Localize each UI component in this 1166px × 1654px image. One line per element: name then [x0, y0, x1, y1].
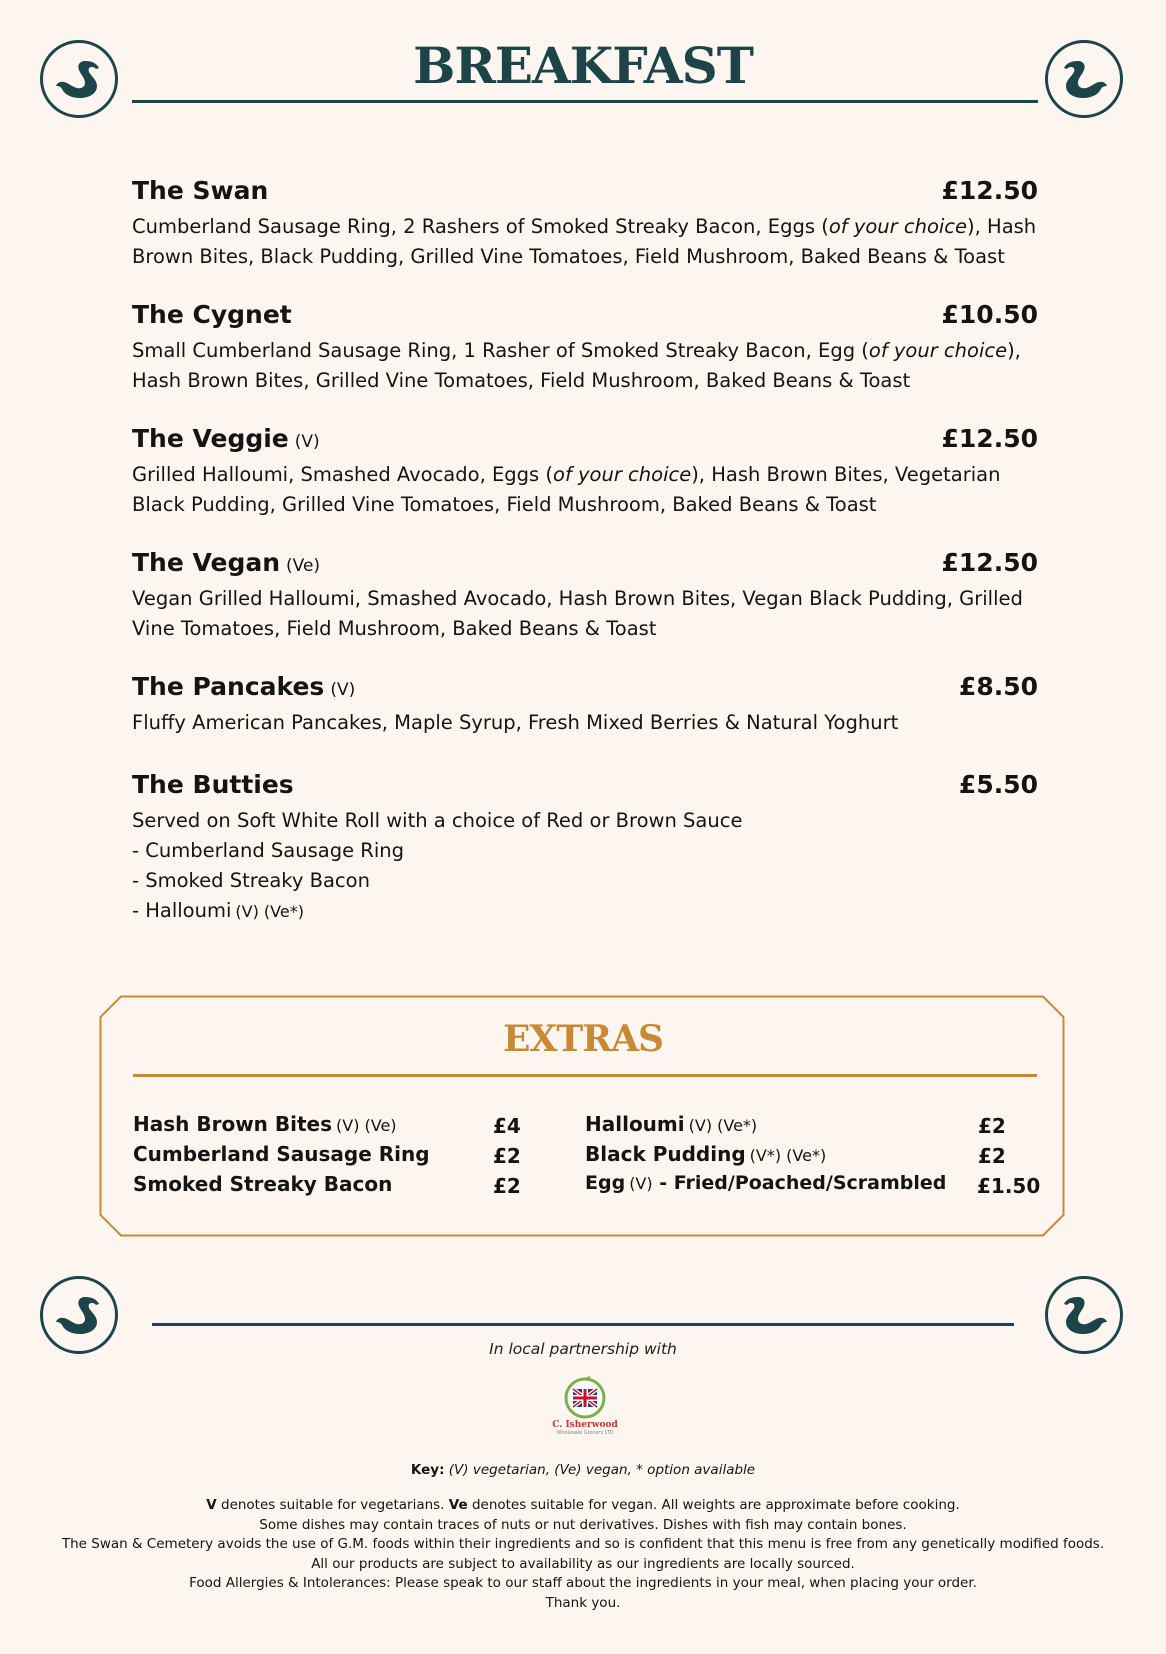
item-name: The Swan [132, 176, 269, 205]
partner-logo-name: C. Isherwood [552, 1420, 618, 1430]
butty-option: - Cumberland Sausage Ring [132, 839, 404, 862]
extras-title: EXTRAS [502, 1018, 663, 1060]
item-name: The Veggie [132, 424, 289, 453]
footer-rule [152, 1323, 1014, 1326]
extras-rule [133, 1074, 1037, 1077]
item-price: £12.50 [941, 176, 1038, 205]
extra-price: £1.50 [977, 1174, 1041, 1198]
page-title: BREAKFAST [413, 36, 753, 95]
partner-logo [549, 1374, 621, 1438]
menu-item-butties [132, 770, 1038, 927]
extra-item: Smoked Streaky Bacon [133, 1172, 393, 1196]
item-name: The Butties [132, 770, 294, 799]
extra-price: £4 [493, 1114, 521, 1138]
extra-item: Cumberland Sausage Ring [133, 1142, 430, 1166]
item-tag: (V) [330, 680, 356, 700]
item-price: £12.50 [941, 548, 1038, 577]
item-price: £5.50 [958, 770, 1038, 799]
menu-item [132, 424, 1038, 548]
item-description: Small Cumberland Sausage Ring, 1 Rasher of Smoked Streaky Bacon, Egg (of your choice), Hash Brown Bites, Grilled Vine Tomatoes, Field Mushroom, Baked Beans & Toast [132, 339, 1021, 392]
item-price: £12.50 [941, 424, 1038, 453]
item-description: Served on Soft White Roll with a choice of Red or Brown Sauce [132, 809, 743, 832]
extra-item: Black Pudding (V*) (Ve*) [585, 1142, 827, 1166]
extra-price: £2 [493, 1144, 521, 1168]
footer-line: Food Allergies & Intolerances: Please speak to our staff about the ingredients in your meal, when placing your order. [189, 1575, 977, 1591]
extra-item: Halloumi (V) (Ve*) [585, 1112, 758, 1136]
footer-line: Thank you. [545, 1594, 621, 1611]
extra-price: £2 [978, 1144, 1006, 1168]
footer-notes [0, 1496, 1166, 1613]
menu-item [132, 300, 1038, 424]
partnership-text: In local partnership with [489, 1340, 677, 1358]
footer-line: Some dishes may contain traces of nuts or nut derivatives. Dishes with fish may contain bones. [259, 1516, 907, 1533]
item-price: £10.50 [941, 300, 1038, 329]
swan-icon [1060, 1293, 1108, 1337]
extra-price: £2 [978, 1114, 1006, 1138]
item-name: The Pancakes [132, 672, 325, 701]
item-price: £8.50 [958, 672, 1038, 701]
swan-icon [55, 1293, 103, 1337]
footer-line: All our products are subject to availability as our ingredients are locally sourced. [311, 1555, 855, 1572]
item-description: Fluffy American Pancakes, Maple Syrup, Fresh Mixed Berries & Natural Yoghurt [132, 711, 899, 734]
union-jack-apple-icon [562, 1374, 608, 1420]
item-description: Cumberland Sausage Ring, 2 Rashers of Smoked Streaky Bacon, Eggs (of your choice), Hash Brown Bites, Black Pudding, Grilled Vine Tomatoes, Field Mushroom, Baked Beans & Toast [132, 215, 1037, 268]
partner-logo-subtitle: Wholesale Grocers LTD [556, 1430, 614, 1436]
item-description: Vegan Grilled Halloumi, Smashed Avocado, Hash Brown Bites, Vegan Black Pudding, Grilled Vine Tomatoes, Field Mushroom, Baked Beans & Toast [132, 587, 1023, 640]
item-name: The Vegan [132, 548, 281, 577]
butty-option: - Halloumi (V) (Ve*) [132, 899, 304, 922]
menu-item [132, 548, 1038, 672]
header-rule [132, 100, 1038, 103]
extra-price: £2 [493, 1174, 521, 1198]
footer-line: The Swan & Cemetery avoids the use of G.M. foods within their ingredients and so is confident that this menu is free from any genetically modified foods. [61, 1536, 1105, 1552]
menu-item [132, 176, 1038, 300]
extra-item: Hash Brown Bites (V) (Ve) [133, 1112, 397, 1136]
butty-option: - Smoked Streaky Bacon [132, 869, 370, 892]
item-name: The Cygnet [132, 300, 292, 329]
item-description: Grilled Halloumi, Smashed Avocado, Eggs (of your choice), Hash Brown Bites, Vegetarian Black Pudding, Grilled Vine Tomatoes, Field Mushroom, Baked Beans & Toast [132, 463, 1001, 516]
item-tag: (Ve) [286, 556, 321, 576]
item-tag: (V) [294, 432, 320, 452]
menu-item [132, 672, 1038, 770]
menu-items [132, 176, 1038, 927]
extra-item: Egg (V) - Fried/Poached/Scrambled [585, 1172, 947, 1194]
footer-line: V denotes suitable for vegetarians. Ve denotes suitable for vegan. All weights are approximate before cooking. [206, 1497, 960, 1513]
menu-key: Key: (V) vegetarian, (Ve) vegan, * option available [410, 1462, 756, 1478]
